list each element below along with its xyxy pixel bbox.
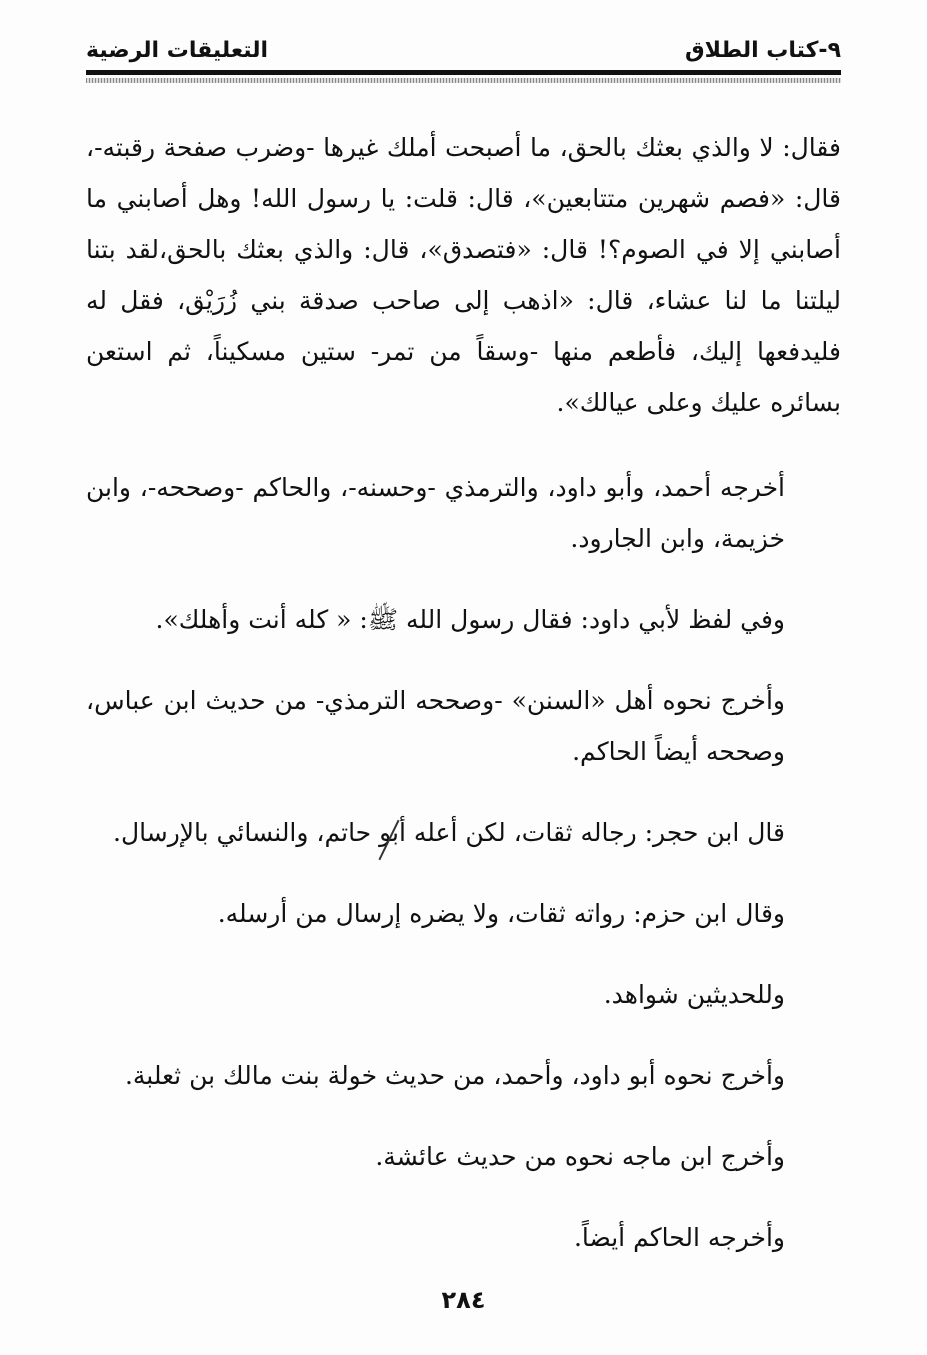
book-title: التعليقات الرضية: [86, 38, 269, 63]
header-rule-dotted: [86, 78, 841, 83]
chapter-title: ٩-كتاب الطلاق: [685, 38, 841, 63]
hakim-paragraph: وأخرجه الحاكم أيضاً.: [573, 1223, 785, 1252]
sunan-paragraph: وأخرج نحوه أهل «السنن» -وصححه الترمذي- من حديث ابن عباس، وصححه أيضاً الحاكم.: [86, 686, 785, 766]
ibn-hajar-paragraph: قال ابن حجر: رجاله ثقات، لكن أعله أبو حاتم، والنسائي بالإرسال.: [113, 818, 785, 847]
running-header: [86, 34, 841, 74]
hadith-paragraph: فقال: لا والذي بعثك بالحق، ما أصبحت أملك غيرها -وضرب صفحة رقبته-، قال: «فصم شهرين متتابعين»، قال: قلت: يا رسول الله! وهل أصابني ما أصابني إلا في الصوم؟! قال: «فتصدق»، قال: والذي بعثك بالحق،لقد بتنا ليلتنا ما لنا عشاء، قال: «اذهب إلى صاحب صدقة بني زُرَيْق، فقل له فليدفعها إليك، فأطعم منها -وسقاً من تمر- ستين مسكيناً، ثم استعن بسائره عليك وعلى عيالك».: [86, 133, 841, 417]
ibn-majah-paragraph: وأخرج ابن ماجه نحوه من حديث عائشة.: [375, 1142, 785, 1171]
takhrij-paragraph: أخرجه أحمد، وأبو داود، والترمذي -وحسنه-، والحاكم -وصححه-، وابن خزيمة، وابن الجارود.: [86, 473, 785, 553]
page-number: ٢٨٤: [441, 1286, 486, 1314]
ibn-hazm-paragraph: وقال ابن حزم: رواته ثقات، ولا يضره إرسال من أرسله.: [217, 899, 785, 928]
abu-dawud-wording-paragraph: وفي لفظ لأبي داود: فقال رسول الله ﷺ: « كله أنت وأهلك».: [155, 605, 785, 634]
header-rule-thick: [86, 70, 841, 75]
shawahid-paragraph: وللحديثين شواهد.: [603, 980, 785, 1009]
page-body: [86, 122, 841, 1263]
khawla-paragraph: وأخرج نحوه أبو داود، وأحمد، من حديث خولة بنت مالك بن ثعلبة.: [124, 1061, 785, 1090]
